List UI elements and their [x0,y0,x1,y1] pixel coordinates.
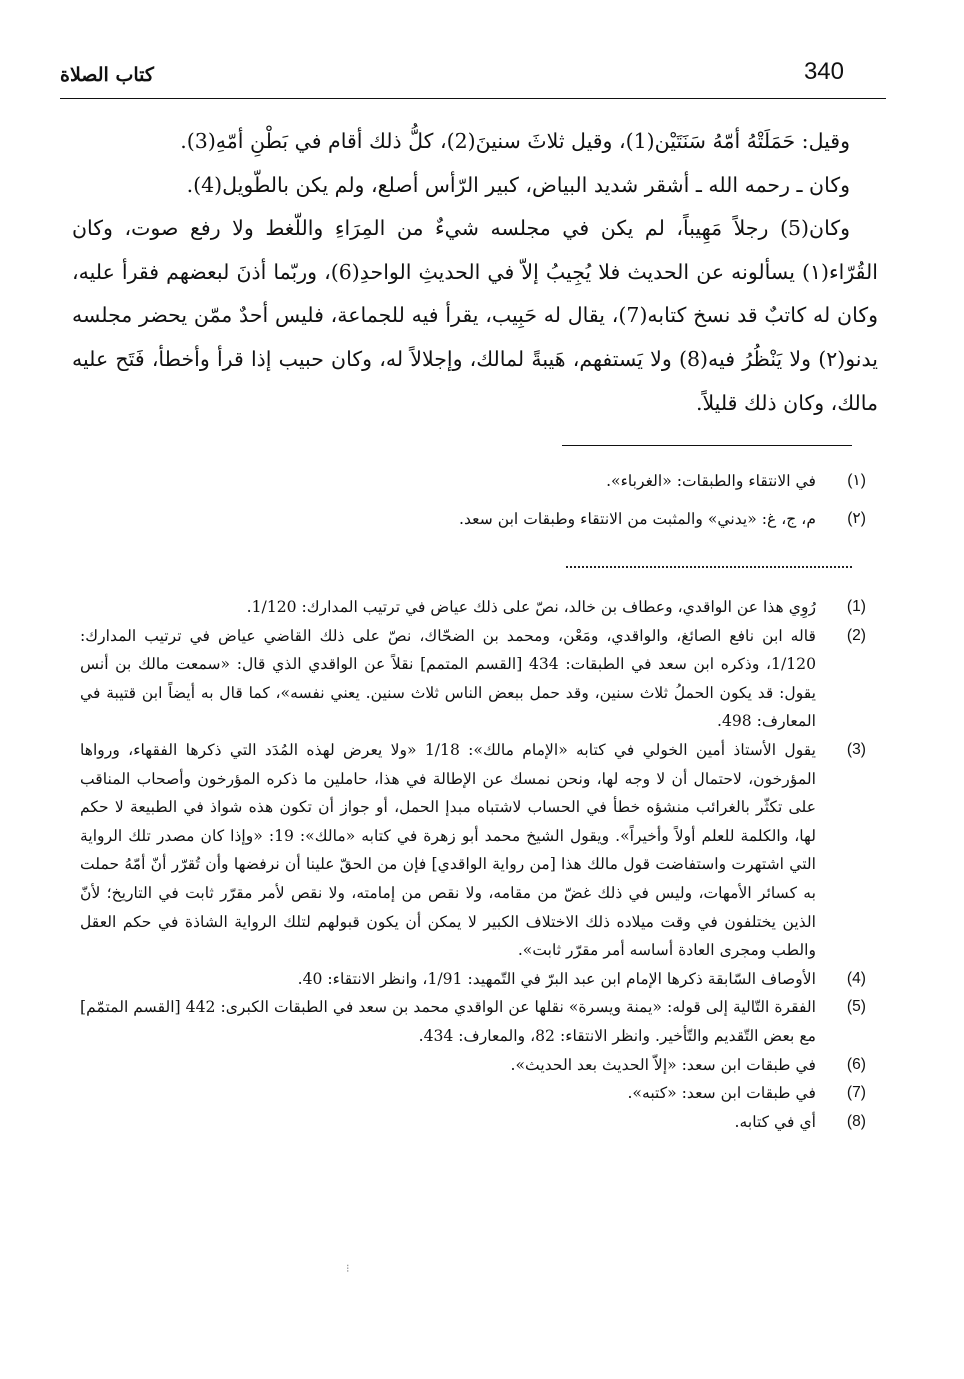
note-text: في الانتقاء والطبقات: «الغرباء». [606,472,816,490]
note-number: (3) [846,740,866,758]
dotted-separator [566,566,852,568]
variant-note [80,462,866,500]
note-number: (٢) [847,510,866,527]
source-note [80,622,866,736]
variant-note [80,500,866,538]
note-number: (5) [846,998,866,1016]
note-number: (8) [846,1112,866,1130]
note-text: أي في كتابه. [734,1112,816,1131]
note-text: يقول الأستاذ أمين الخولي في كتابه «الإمام مالك»: 1/18 «ولا يعرض لهذه المُدَد التي ذكرها الفقهاء، ورواها المؤرخون، لاحتمال أن لا وجه لها، ونحن نمسك عن الإطالة في هذا، حاملين ما ذكره المؤرخون وأصحاب المناقب على تكثّر بالغرائب منشؤه خطأ في الحساب لاشتباه مبدإ الحمل، أو جواز أن تكون هذه شواذ في الطبيعة لا حكم لها، والكلمة للعلم أولاً وأخيراً». ويقول الشيخ محمد أبو زهرة في كتابه «مالك»: 19: «وإذا كان مصدر تلك الرواية التي اشتهرت واستفاضت قول مالك هذا [من رواية الواقدي] فإن من الحقّ علينا أن نرفضها وأن تُقرّر أنّ أمّهُ حملت به كسائر الأمهات، وليس في ذلك غضّ من مقامه، ولا نقص من إمامته، ولا نقص لأمر مقرّر ثابت في التاريخ؛ لأنّ الذين يختلفون في وقت ميلاده ذلك الاختلاف الكبير لا يمكن أن يكون قبولهم لتلك الرواية الشاذة في حكم العقل والطب ومجرى العادة أساسه أمر مقرّر ثابت». [80,740,816,960]
main-paragraph: وقيل: حَمَلَتْهُ أمّهُ سَنَتَيْن(1)، وقيل ثلاثَ سنينَ(2)، كلُّ ذلك أقام في بَطْنِ أمّهِ(3). [180,129,850,153]
running-title: كتاب الصلاة [60,64,154,86]
variant-notes [80,462,866,538]
main-paragraph: وكان ـ رحمه الله ـ أشقر شديد البياض، كبير الرّأس أصلع، ولم يكن بالطّويل(4). [186,172,850,197]
source-note [80,965,866,994]
note-number: (7) [846,1084,866,1102]
page-header [60,58,886,99]
note-text: الفقرة التّالية إلى قوله: «يمنة ويسرة» نقلها عن الواقدي محمد بن سعد في الطبقات الكبرى: 442 [القسم المتمّم] مع بعض التّقديم والتّأخير. وانظر الانتقاء: 82، والمعارف: 434. [80,998,816,1045]
source-notes [80,593,866,1136]
source-note [80,593,866,622]
source-note [80,736,866,965]
main-paragraph: وكان(5) رجلاً مَهِيباً، لم يكن في مجلسه شيءٌ من المِرَاءِ واللّغط ولا رفع صوت، وكان القُرّاء(١) يسألونه عن الحديث فلا يُجِيبُ إلاّ في الحديثِ الواحدِ(6)، وربّما أذنَ لبعضهم فقرأ عليه، وكان له كاتبٌ قد نسخ كتابه(7)، يقال له حَبِيب، يقرأ فيه للجماعة، فليس أحدٌ ممّن يحضر مجلسه يدنو(٢) ولا يَنْظُرُ فيه(8) ولا يَستفهم، هَيبةً لمالك، وإجلالاً له، وكان حبيب إذا قرأ وأخطأ، فَتَح عليه مالك، وكان ذلك قليلاً. [72,216,879,415]
source-note [80,1108,866,1137]
note-text: قاله ابن نافع الصائغ، والواقدي، ومَعْن، ومحمد بن الضحّاك، نصّ على ذلك القاضي عياض في ترتيب المدارك: 1/120، وذكره ابن سعد في الطبقات: 434 [القسم المتمم] نقلاً عن الواقدي الذي قال: «سمعت مالك بن أنس يقول: قد يكون الحملُ ثلاث سنين، وقد حمل ببعض الناس ثلاث سنين. يعني نفسه»، كما قال به أيضاً ابن قتيبة في المعارف: 498. [80,626,816,731]
note-text: رُوِي هذا عن الواقدي، وعطاف بن خالد، نصّ على ذلك عياض في ترتيب المدارك: 1/120. [246,598,816,616]
footnote-separator [562,445,852,446]
note-number: (6) [846,1055,866,1073]
note-text: في طبقات ابن سعد: «كتبه». [627,1084,816,1103]
page-number: 340 [803,58,844,85]
source-note [80,1079,866,1108]
source-note [80,993,866,1050]
source-note [80,1051,866,1080]
main-text [72,120,878,425]
note-text: م، ج، غ: «يدني» والمثبت من الانتقاء وطبقات ابن سعد. [459,510,816,528]
scan-speck: ⁝ [346,1262,350,1275]
note-text: في طبقات ابن سعد: «إلاّ الحديث بعد الحديث». [510,1055,816,1074]
note-text: الأوصاف السّابقة ذكرها الإمام ابن عبد البرّ في التّمهيد: 1/91، وانظر الانتقاء: 40. [297,969,816,988]
note-number: (4) [846,969,866,987]
note-number: (١) [847,472,866,489]
note-number: (2) [846,626,866,644]
note-number: (1) [846,598,866,615]
